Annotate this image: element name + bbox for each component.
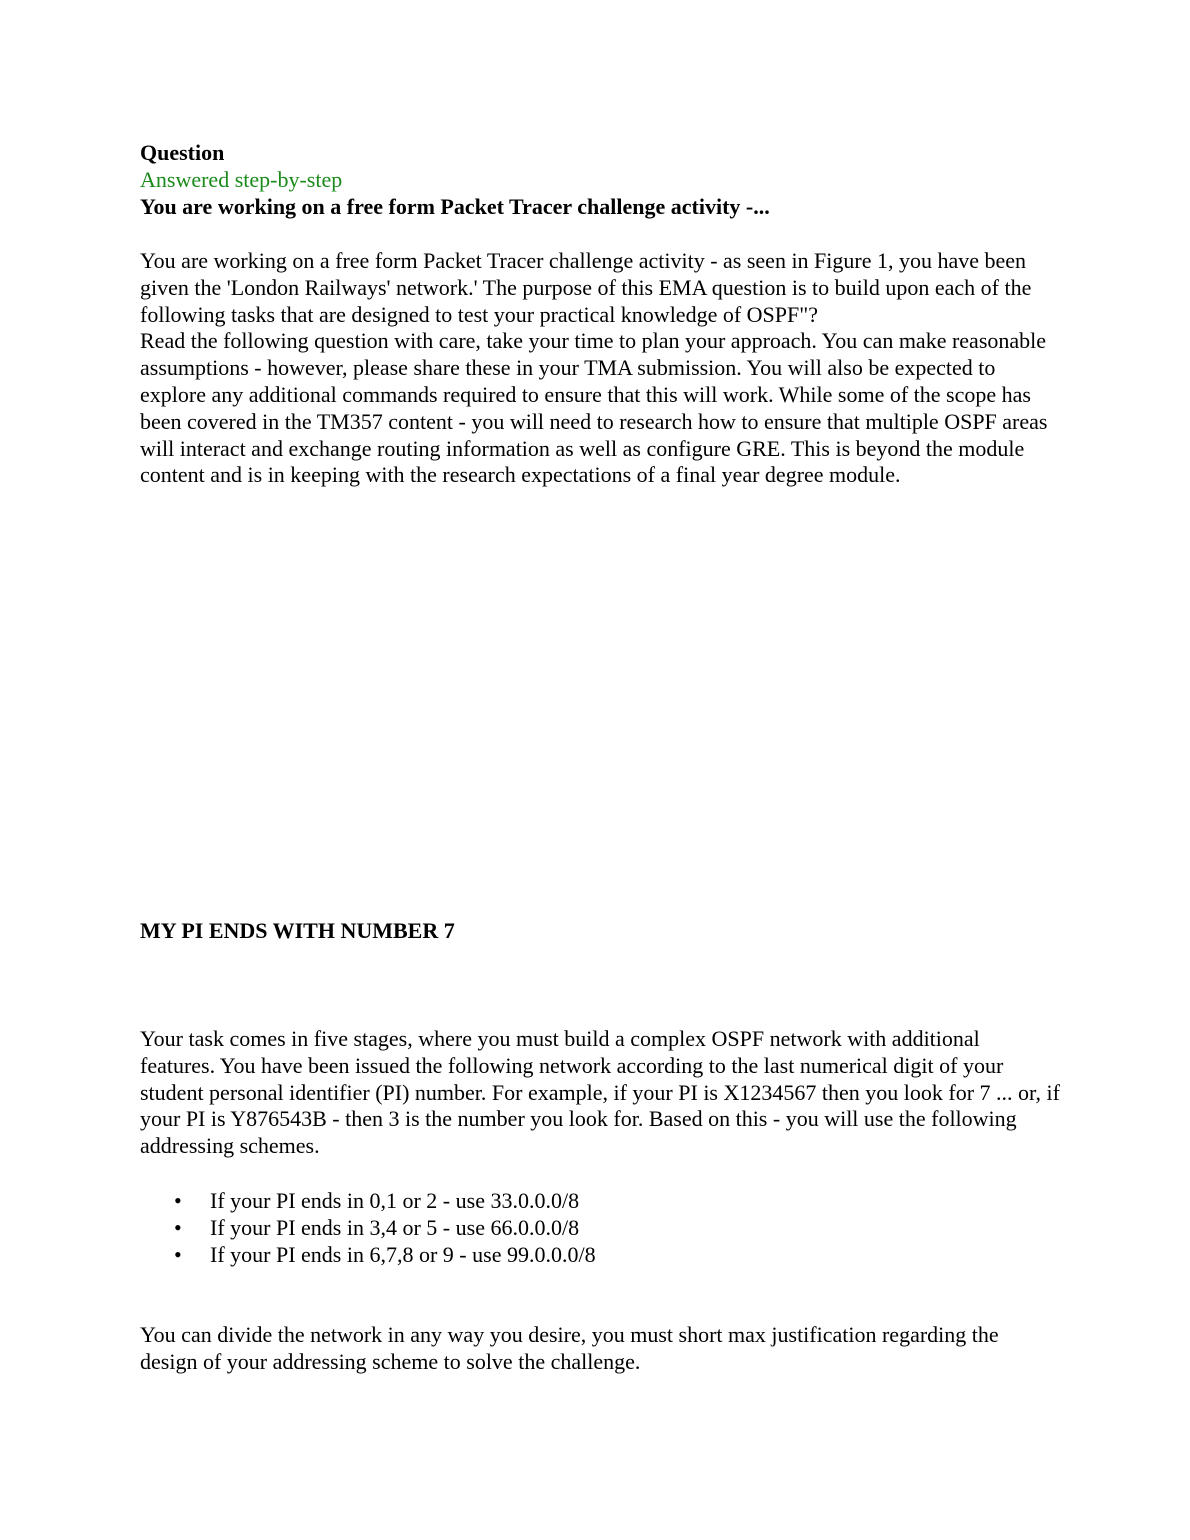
intro-paragraph-1: You are working on a free form Packet Tracer challenge activity - as seen in Figure 1, you have been given the 'London Railways' network.' The purpose of this EMA question is to build upon each of the following tasks that are designed to test your practical knowledge of OSPF"?	[140, 248, 1032, 327]
bullet-icon: •	[174, 1241, 182, 1267]
list-item-text: If your PI ends in 3,4 or 5 - use 66.0.0.0/8	[210, 1214, 580, 1240]
question-label: Question	[140, 140, 225, 165]
task-paragraph: Your task comes in five stages, where you must build a complex OSPF network with additional features. You have been issued the following network according to the last numerical digit of your student personal identifier (PI) number. For example, if your PI is X1234567 then you look for 7 ... or, if your PI is Y876543B - then 3 is the number you look for. Based on this - you will use the following addressing schemes.	[140, 1026, 1060, 1159]
question-header	[140, 140, 1060, 220]
list-item	[140, 1188, 1060, 1215]
addressing-list	[140, 1188, 1060, 1268]
list-item	[140, 1215, 1060, 1242]
intro-section	[140, 248, 1060, 489]
final-paragraph: You can divide the network in any way you desire, you must short max justification regarding the design of your addressing scheme to solve the challenge.	[140, 1322, 999, 1374]
bullet-icon: •	[174, 1214, 182, 1240]
list-item-text: If your PI ends in 6,7,8 or 9 - use 99.0.0.0/8	[210, 1241, 596, 1267]
pi-heading: MY PI ENDS WITH NUMBER 7	[140, 918, 455, 943]
intro-paragraph-2: Read the following question with care, take your time to plan your approach. You can make reasonable assumptions - however, please share these in your TMA submission. You will also be expected to explore any additional commands required to ensure that this will work. While some of the scope has been covered in the TM357 content - you will need to research how to ensure that multiple OSPF areas will interact and exchange routing information as well as configure GRE. This is beyond the module content and is in keeping with the research expectations of a final year degree module.	[140, 328, 1048, 488]
task-section	[140, 1026, 1060, 1160]
answered-status: Answered step-by-step	[140, 166, 343, 192]
bullet-icon: •	[174, 1188, 182, 1213]
final-section	[140, 1322, 1060, 1376]
list-item-text: If your PI ends in 0,1 or 2 - use 33.0.0.0/8	[210, 1188, 580, 1213]
question-title: You are working on a free form Packet Tracer challenge activity -...	[140, 193, 770, 219]
list-item	[140, 1242, 1060, 1269]
